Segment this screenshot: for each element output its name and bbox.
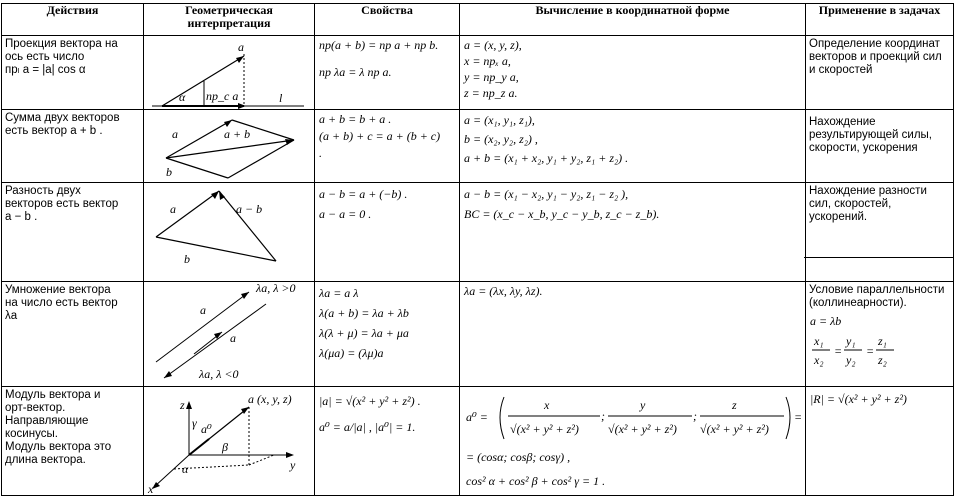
- formula: y = пр_y a,: [464, 70, 519, 84]
- cell-properties: [315, 183, 460, 282]
- formula: λa = a λ: [319, 286, 359, 300]
- cell-figure-projection: [144, 36, 315, 110]
- formula-a0: a⁰ =: [466, 410, 488, 424]
- cell-action: [2, 36, 144, 110]
- cell-action: [2, 387, 144, 496]
- cell-coords: [460, 110, 806, 183]
- formula: a − b = a + (−b) .: [319, 187, 408, 201]
- cell-action: [2, 282, 144, 387]
- svg-text:;: ;: [601, 409, 605, 423]
- vector-operations-table: [1, 3, 954, 496]
- sum-figure: [144, 110, 315, 183]
- fig-label-a0: a⁰: [201, 422, 212, 436]
- text-line: на число есть вектор: [5, 297, 118, 309]
- cell-coords: [460, 387, 806, 496]
- cell-figure-modulus: [144, 387, 315, 496]
- fig-label-gamma: γ: [192, 416, 197, 430]
- ratio-formula: [806, 331, 954, 371]
- cell-coords: [460, 183, 806, 282]
- formula: b = (x₂, y₂, z₂) ,: [464, 132, 538, 146]
- application-text: Условие параллельности (коллинеарности).: [809, 284, 945, 309]
- cell-application: [806, 183, 954, 282]
- fig-label-l: l: [279, 91, 283, 105]
- cell-properties: [315, 110, 460, 183]
- text-line: Умножение вектора: [5, 284, 111, 296]
- cell-figure-difference: [144, 183, 315, 282]
- application-divider: [804, 257, 953, 258]
- text-line: прₗ a = |a| cos α: [5, 64, 86, 76]
- formula-den-1: √(x² + y² + z²): [510, 422, 579, 436]
- formula: BC = (x_c − x_b, y_c − y_b, z_c − z_b).: [464, 207, 660, 221]
- formula-den-3: √(x² + y² + z²): [700, 422, 769, 436]
- fig-label-a: a: [238, 40, 244, 54]
- multiplication-figure: [144, 282, 315, 387]
- formula: λa = (λx, λy, λz).: [464, 284, 543, 298]
- ratio-x1: x₁: [814, 334, 824, 348]
- cell-application: [806, 387, 954, 496]
- formula: np(a + b) = np a + np b.: [319, 38, 439, 52]
- header-application: Применение в задачах: [806, 4, 954, 36]
- application-formula: |R| = √(x² + y² + z²): [810, 392, 907, 406]
- table-row: [2, 110, 954, 183]
- cell-application: [806, 282, 954, 387]
- table-row: [2, 387, 954, 496]
- formula: z = пр_z a.: [464, 86, 518, 100]
- ratio-z2: z₂: [878, 353, 887, 367]
- header-coords: Вычисление в координатной форме: [460, 4, 806, 36]
- fig-label-npa: np_c a: [206, 89, 239, 103]
- fig-label-a-2: a: [230, 331, 236, 345]
- formula-cos: = (cosα; cosβ; cosγ) ,: [466, 450, 571, 464]
- fig-label-beta: β: [222, 440, 228, 454]
- svg-text:=: =: [794, 410, 803, 424]
- ratio-y1: y₁: [846, 334, 856, 348]
- cell-properties: [315, 36, 460, 110]
- unit-vector-formula: [460, 387, 806, 496]
- cell-figure-multiplication: [144, 282, 315, 387]
- text-line: орт-вектор.: [5, 402, 66, 414]
- formula-num-z: z: [732, 398, 737, 412]
- cell-figure-sum: [144, 110, 315, 183]
- svg-text:;: ;: [693, 409, 697, 423]
- svg-text:=: =: [866, 344, 875, 358]
- formula: λ(λ + μ) = λa + μa: [319, 326, 409, 340]
- text-line: Разность двух: [5, 185, 81, 197]
- formula: a = (x₁, y₁, z₁),: [464, 113, 535, 127]
- fig-label-alpha: α: [179, 90, 186, 104]
- text-line: длина вектора.: [5, 454, 86, 466]
- text-line: a − b .: [5, 211, 38, 223]
- ratio-x2: x₂: [814, 353, 824, 367]
- formula: np λa = λ np a.: [319, 65, 392, 79]
- formula-cos-sum: cos² α + cos² β + cos² γ = 1 .: [466, 474, 606, 488]
- fig-label-b: b: [184, 252, 190, 266]
- cell-properties: [315, 387, 460, 496]
- formula: λ(μa) = (λμ)a: [319, 346, 384, 360]
- application-text: Определение координат векторов и проекций сил и скоростей: [809, 38, 942, 76]
- fig-label-b: b: [166, 165, 172, 179]
- text-line: Проекция вектора на: [5, 38, 118, 50]
- text-line: Модуль вектора это: [5, 441, 112, 453]
- fig-label-a-1: a: [200, 303, 206, 317]
- text-line: λa: [5, 310, 18, 322]
- fig-label-vec: a (x, y, z): [248, 392, 292, 406]
- cell-properties: [315, 282, 460, 387]
- fig-label-x: x: [148, 482, 154, 496]
- formula: a + b = b + a .: [319, 112, 392, 126]
- formula-num-x: x: [544, 398, 550, 412]
- ratio-y2: y₂: [846, 353, 856, 367]
- formula: a − b = (x₁ − x₂, y₁ − y₂, z₁ − z₂ ),: [464, 187, 629, 201]
- fig-label-pos: λa, λ >0: [256, 282, 296, 295]
- fig-label-y: y: [290, 458, 296, 472]
- cell-coords: [460, 36, 806, 110]
- formula-num-y: y: [640, 398, 646, 412]
- text-line: Модуль вектора и: [5, 389, 101, 401]
- formula: a − a = 0 .: [319, 207, 372, 221]
- formula: .: [319, 146, 322, 160]
- fig-label-z: z: [180, 398, 185, 412]
- modulus-figure: [144, 387, 315, 496]
- formula-den-2: √(x² + y² + z²): [608, 422, 677, 436]
- formula: a⁰ = a/|a| , |a⁰| = 1.: [319, 420, 416, 434]
- formula: a = (x, y, z),: [464, 38, 522, 52]
- text-line: косинусы.: [5, 428, 58, 440]
- fig-label-sum: a + b: [224, 127, 251, 141]
- header-properties: Свойства: [315, 4, 460, 36]
- cell-coords: [460, 282, 806, 387]
- table-row: [2, 282, 954, 387]
- table-row: [2, 183, 954, 282]
- difference-figure: [144, 183, 315, 282]
- cell-application: [806, 36, 954, 110]
- text-line: ось есть число: [5, 51, 85, 63]
- cell-action: [2, 183, 144, 282]
- fig-label-a: a: [170, 202, 176, 216]
- table-row: [2, 36, 954, 110]
- header-geometry: Геометрическая интерпретация: [144, 4, 315, 36]
- ratio-z1: z₁: [878, 334, 887, 348]
- fig-label-neg: λa, λ <0: [199, 367, 239, 381]
- fig-label-a: a: [172, 127, 178, 141]
- fig-label-diff: a − b: [236, 202, 263, 216]
- fig-label-alpha: α: [182, 462, 189, 476]
- formula: a + b = (x₁ + x₂, y₁ + y₂, z₁ + z₂) .: [464, 151, 629, 165]
- header-actions: Действия: [2, 4, 144, 36]
- header-row: [2, 4, 954, 36]
- svg-text:=: =: [834, 344, 843, 358]
- application-text: Нахождение результирующей силы, скорости, ускорения: [809, 116, 933, 154]
- formula: |a| = √(x² + y² + z²) .: [319, 394, 421, 408]
- text-line: Сумма двух векторов: [5, 112, 120, 124]
- text-line: Направляющие: [5, 415, 89, 427]
- text-line: есть вектор a + b .: [5, 125, 103, 137]
- projection-figure: [144, 36, 315, 110]
- cell-application: [806, 110, 954, 183]
- application-formula: a = λb: [810, 314, 842, 328]
- application-text: Нахождение разности сил, скоростей, ускорений.: [809, 185, 927, 223]
- text-line: векторов есть вектор: [5, 198, 119, 210]
- formula: x = прₓ a,: [464, 54, 511, 68]
- cell-action: [2, 110, 144, 183]
- formula: λ(a + b) = λa + λb: [319, 306, 409, 320]
- formula: (a + b) + c = a + (b + c): [319, 129, 441, 143]
